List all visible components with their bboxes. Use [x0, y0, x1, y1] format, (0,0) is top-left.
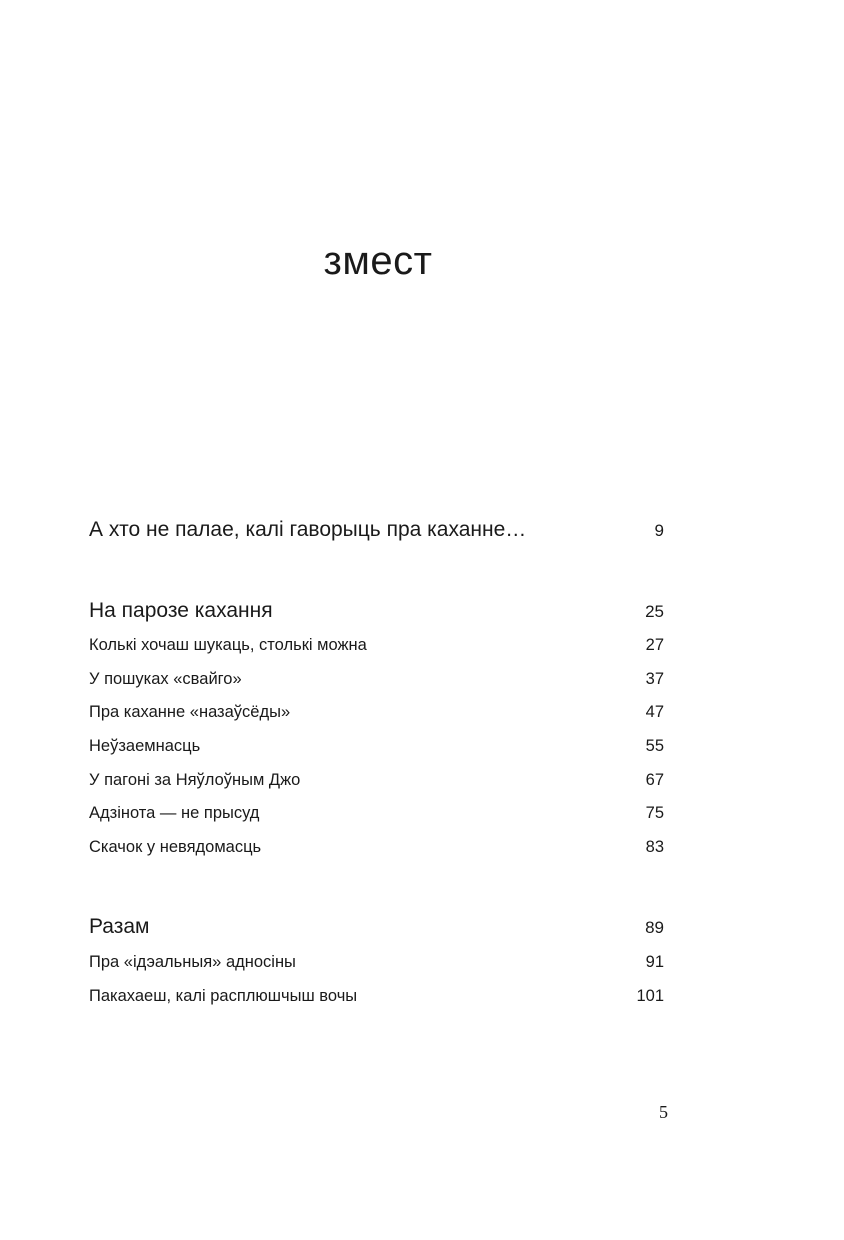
toc-page-number: 83 [645, 838, 664, 856]
toc-entry[interactable] [89, 804, 664, 823]
toc-entry-label: Пра каханне «назаўсёды» [89, 703, 291, 721]
toc-page-number: 55 [645, 737, 664, 755]
toc-entry[interactable] [89, 636, 664, 655]
toc-entry-intro[interactable] [89, 518, 664, 542]
toc-section-heading[interactable] [89, 915, 664, 939]
toc-entry-label: А хто не палае, калі гаворыць пра каханне… [89, 518, 527, 541]
toc-section-heading[interactable] [89, 599, 664, 623]
toc-entry[interactable] [89, 987, 664, 1006]
toc-page-number: 37 [645, 670, 664, 688]
toc-entry-label: У пагоні за Няўлоўным Джо [89, 771, 301, 789]
toc-page-number: 67 [645, 771, 664, 789]
toc-page-number: 89 [645, 918, 664, 937]
toc-entry-label: Скачок у невядомасць [89, 838, 262, 856]
toc-entry-label: Пра «ідэальныя» адносіны [89, 953, 296, 971]
toc-section-label: На парозе кахання [89, 599, 273, 622]
toc-entry[interactable] [89, 703, 664, 722]
toc-page-number: 25 [645, 602, 664, 621]
toc-entry[interactable] [89, 953, 664, 972]
toc-entry-label: Адзінота — не прысуд [89, 804, 260, 822]
toc-entry[interactable] [89, 838, 664, 857]
toc-entry-label: Колькі хочаш шукаць, столькі можна [89, 636, 367, 654]
toc-entry[interactable] [89, 737, 664, 756]
toc-page-number: 101 [636, 987, 664, 1005]
toc-page-number: 75 [645, 804, 664, 822]
toc-entry[interactable] [89, 771, 664, 790]
toc-page-number: 47 [645, 703, 664, 721]
page-number: 5 [659, 1102, 668, 1122]
toc-section-label: Разам [89, 915, 150, 938]
toc-entry-label: Неўзаемнасць [89, 737, 201, 755]
toc-page-number: 9 [654, 521, 664, 540]
toc-entry-label: Пакахаеш, калі расплюшчыш вочы [89, 987, 358, 1005]
toc-entry-label: У пошуках «свайго» [89, 670, 242, 688]
toc-page-number: 27 [645, 636, 664, 654]
toc-page-number: 91 [645, 953, 664, 971]
toc-entry[interactable] [89, 670, 664, 689]
page-title: змест [323, 239, 433, 283]
